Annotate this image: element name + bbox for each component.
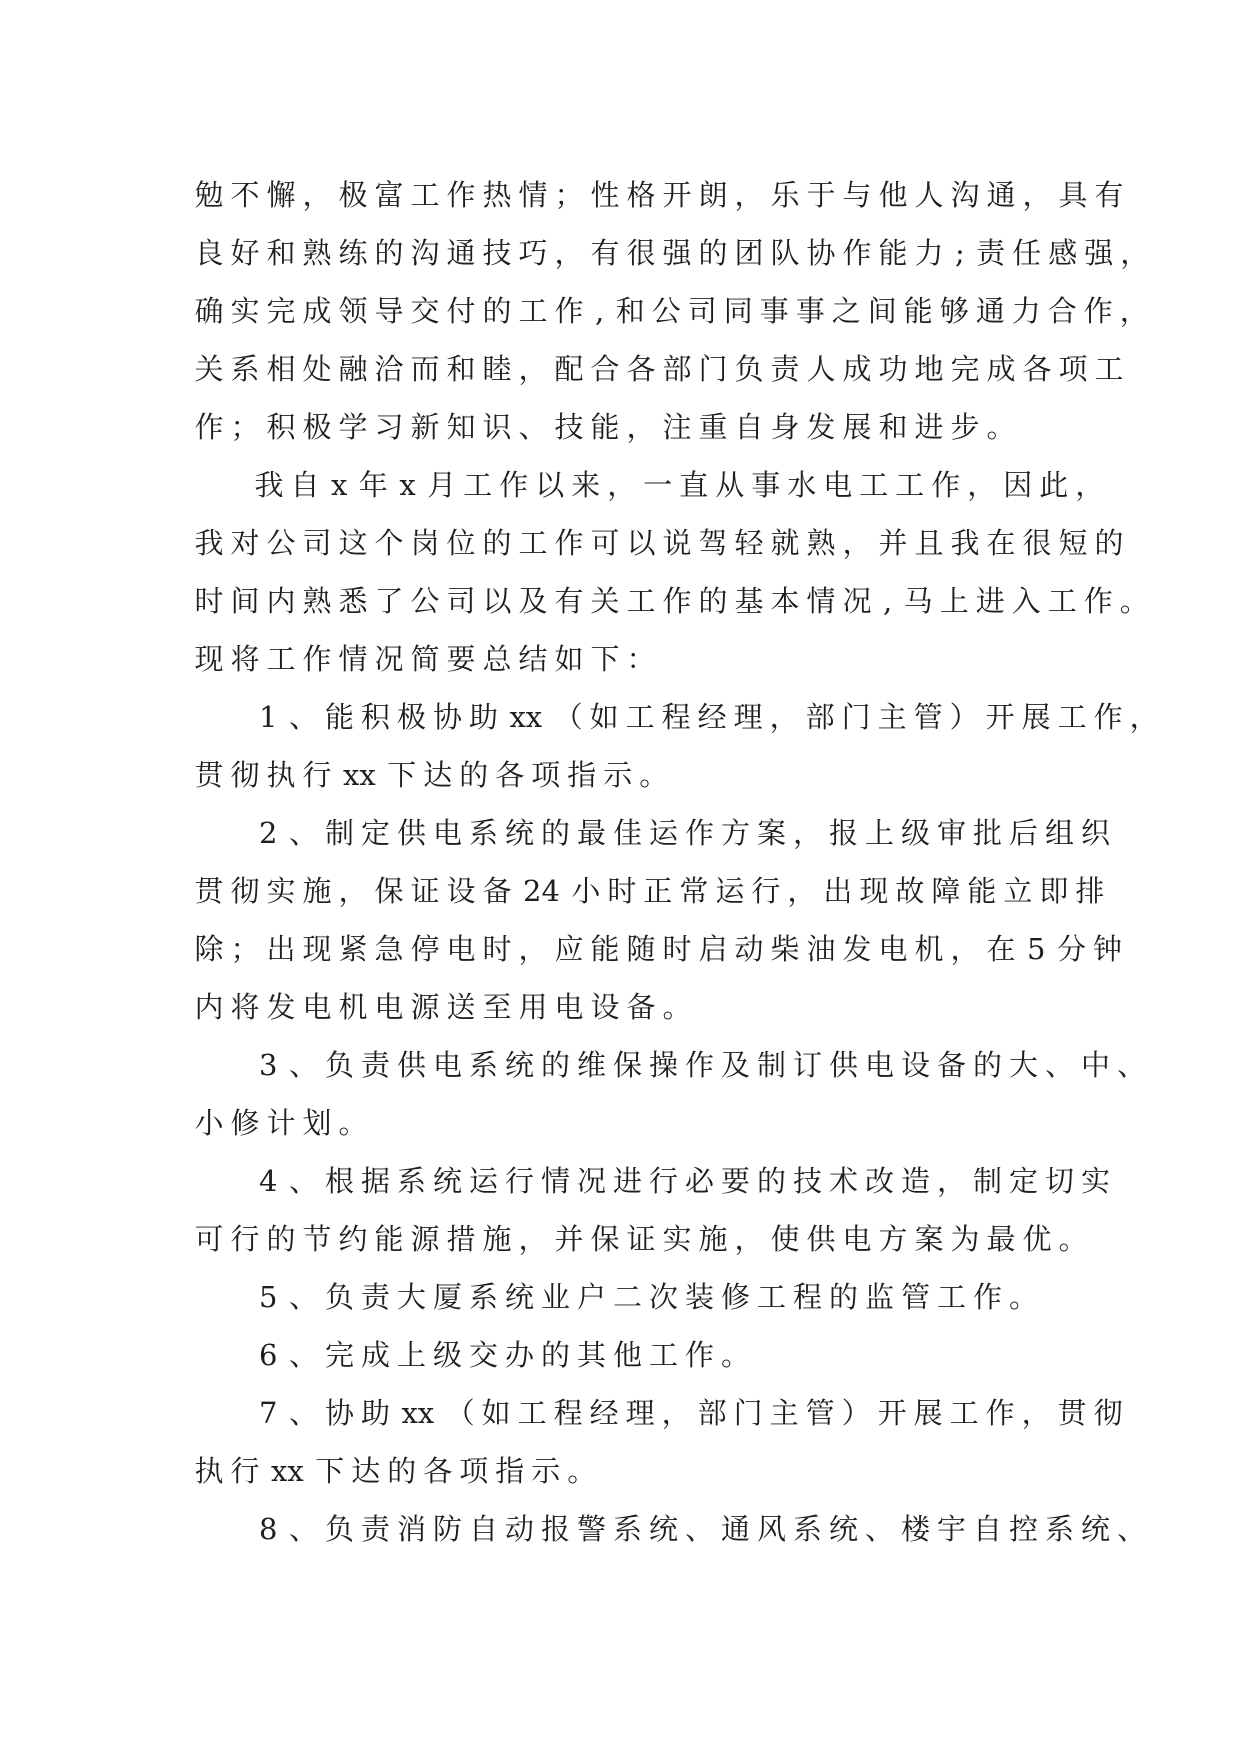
- text-line: 小 修 计 划 。: [194, 1106, 368, 1140]
- text-line: 贯 彻 执 行 xx 下 达 的 各 项 指 示 。: [194, 758, 669, 792]
- text-line: 除 ； 出 现 紧 急 停 电 时 ， 应 能 随 时 启 动 柴 油 发 电 机 ， 在 5 分 钟: [194, 932, 1122, 966]
- text-line: 3 、 负 责 供 电 系 统 的 维 保 操 作 及 制 订 供 电 设 备 的 大 、 中 、: [259, 1048, 1146, 1082]
- text-line: 我 对 公 司 这 个 岗 位 的 工 作 可 以 说 驾 轻 就 熟 ， 并 且 我 在 很 短 的: [194, 526, 1124, 560]
- text-line: 2 、 制 定 供 电 系 统 的 最 佳 运 作 方 案 ， 报 上 级 审 批 后 组 织: [259, 816, 1110, 850]
- text-line: 8 、 负 责 消 防 自 动 报 警 系 统 、 通 风 系 统 、 楼 宇 自 控 系 统 、: [259, 1512, 1146, 1546]
- text-line: 执 行 xx 下 达 的 各 项 指 示 。: [194, 1454, 597, 1488]
- text-line: 5 、 负 责 大 厦 系 统 业 户 二 次 装 修 工 程 的 监 管 工 作 。: [259, 1280, 1038, 1314]
- text-line: 7 、 协 助 xx （ 如 工 程 经 理 ， 部 门 主 管 ） 开 展 工 作 ， 贯 彻: [259, 1396, 1123, 1430]
- text-line: 4 、 根 据 系 统 运 行 情 况 进 行 必 要 的 技 术 改 造 ， 制 定 切 实: [259, 1164, 1110, 1198]
- text-line: 贯 彻 实 施 ， 保 证 设 备 24 小 时 正 常 运 行 ， 出 现 故 障 能 立 即 排: [194, 874, 1105, 908]
- text-line: 1 、 能 积 极 协 助 xx （ 如 工 程 经 理 ， 部 门 主 管 ） 开 展 工 作 ，: [259, 700, 1159, 734]
- text-line: 现 将 工 作 情 况 简 要 总 结 如 下 ：: [194, 642, 656, 676]
- text-line: 内 将 发 电 机 电 源 送 至 用 电 设 备 。: [194, 990, 692, 1024]
- body-text: [191, 166, 1159, 1558]
- text-line: 我 自 x 年 x 月 工 作 以 来 ， 一 直 从 事 水 电 工 工 作 ， 因 此 ，: [254, 468, 1105, 502]
- text-line: 良 好 和 熟 练 的 沟 通 技 巧 ， 有 很 强 的 团 队 协 作 能 力 ; 责 任 感 强 ，: [194, 236, 1150, 270]
- text-line: 作 ； 积 极 学 习 新 知 识 、 技 能 ， 注 重 自 身 发 展 和 进 步 。: [194, 410, 1016, 444]
- text-line: 关 系 相 处 融 洽 而 和 睦 ， 配 合 各 部 门 负 责 人 成 功 地 完 成 各 项 工: [194, 352, 1124, 386]
- text-line: 勉 不 懈 ， 极 富 工 作 热 情 ； 性 格 开 朗 ， 乐 于 与 他 人 沟 通 ， 具 有: [194, 178, 1124, 212]
- text-line: 6 、 完 成 上 级 交 办 的 其 他 工 作 。: [259, 1338, 750, 1372]
- text-line: 可 行 的 节 约 能 源 措 施 ， 并 保 证 实 施 ， 使 供 电 方 案 为 最 优 。: [194, 1222, 1088, 1256]
- text-line: 时 间 内 熟 悉 了 公 司 以 及 有 关 工 作 的 基 本 情 况 , 马 上 进 入 工 作 。: [194, 584, 1149, 618]
- text-line: 确 实 完 成 领 导 交 付 的 工 作 , 和 公 司 同 事 事 之 间 能 够 通 力 合 作 ，: [194, 294, 1149, 328]
